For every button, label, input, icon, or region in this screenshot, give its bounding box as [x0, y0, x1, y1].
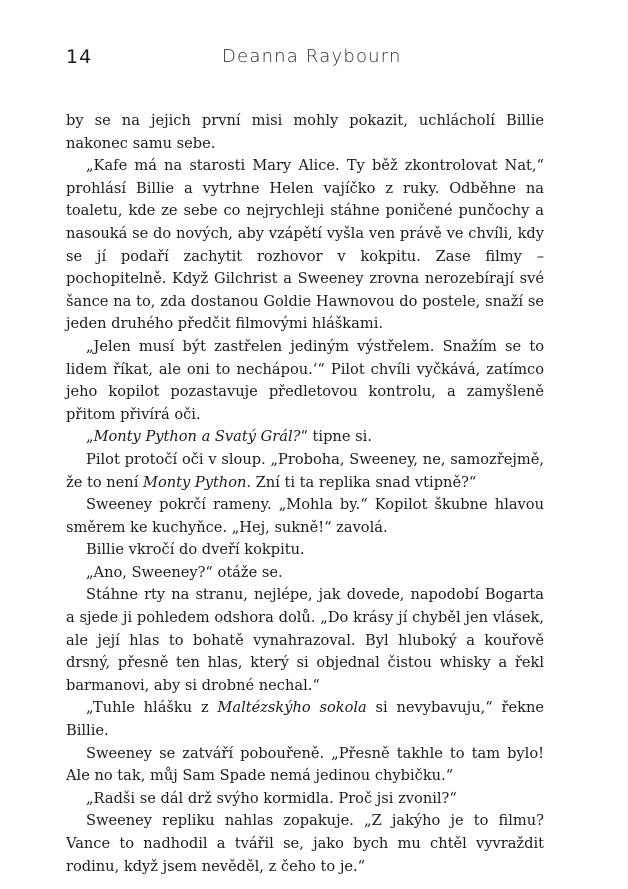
paragraph: „Ano, Sweeney?“ otáže se. — [86, 563, 283, 581]
paragraph: Billie vkročí do dveří kokpitu. — [86, 541, 305, 559]
paragraph: „Kafe má na starosti Mary Alice. Ty běž zkontrolovat Nat,“ prohlásí Billie a vytrhne Helen vajíčko z ruky. Odběhne na toaletu, kde ze sebe co nejrychleji stáhne poničené punčochy a nasouká se do nových, aby vzápětí vyšla ven právě ve chvíli, kdy se jí podaří zachytit rozhovor v kokpitu. Zase filmy – pochopitelně. Když Gilchrist a Sweeney zrovna nerozebírají své šance na to, zda dostanou Goldie Hawnovou do postele, snaží se jeden druhého předčit filmovými hláškami. — [66, 157, 544, 333]
body-text — [66, 110, 544, 878]
paragraph: Sweeney pokrčí rameny. „Mohla by.“ Kopilot škubne hlavou směrem ke kuchyňce. „Hej, sukně!“ zavolá. — [66, 496, 544, 536]
paragraph-text: “ tipne si. — [300, 428, 372, 446]
paragraph: Stáhne rty na stranu, nejlépe, jak dovede, napodobí Bogarta a sjede ji pohledem odshora dolů. „Do krásy jí chyběl jen vlásek, ale její hlas to bohatě vynahrazoval. Byl hluboký a kouřově drsný, přesně ten hlas, který si objednal čistou whisky a řekl barmanovi, aby si drobné nechal.“ — [66, 586, 544, 694]
paragraph: Sweeney se zatváří pobouřeně. „Přesně takhle to tam bylo! Ale no tak, můj Sam Spade nemá jedinou chybičku.“ — [66, 744, 544, 785]
paragraph-text: si nevybavuju,“ řekne Billie. — [66, 699, 544, 740]
paragraph-text: Pilot protočí oči v sloup. „Proboha, Sweeney, ne, samozřejmě, že to není — [66, 450, 544, 491]
paragraph: „Radši se dál drž svýho kormidla. Proč jsi zvonil?“ — [86, 789, 457, 807]
paragraph-text: „ — [86, 428, 94, 446]
paragraph — [66, 697, 544, 742]
page-number: 14 — [66, 46, 93, 68]
paragraph: „Jelen musí být zastřelen jediným výstřelem. Snažím se to lidem říkat, ale oni to nechápou.‘“ Pilot chvíli vyčkává, zatímco jeho kopilot pozastavuje předletovou kontrolu, a zamyšleně přitom přivírá oči. — [66, 337, 544, 423]
paragraph: Sweeney repliku nahlas zopakuje. „Z jakýho je to filmu? Vance to nadhodil a tvářil se, jako bych mu chtěl vyvraždit rodinu, když jsem nevěděl, z čeho to je.“ — [66, 812, 544, 875]
film-title: Monty Python. — [143, 473, 252, 491]
paragraph: by se na jejich první misi mohly pokazit, uchlácholí Billie nakonec samu sebe. — [66, 112, 544, 152]
author-running-head: Deanna Raybourn — [222, 46, 402, 67]
paragraph — [66, 449, 544, 494]
paragraph-text: Zní ti ta replika snad vtipně?“ — [251, 473, 477, 491]
paragraph-text: „Tuhle hlášku z — [86, 699, 218, 717]
running-header — [66, 46, 562, 72]
film-title: Monty Python a Svatý Grál? — [93, 428, 301, 446]
paragraph — [66, 426, 544, 449]
film-title: Maltézskýho sokola — [217, 699, 367, 717]
